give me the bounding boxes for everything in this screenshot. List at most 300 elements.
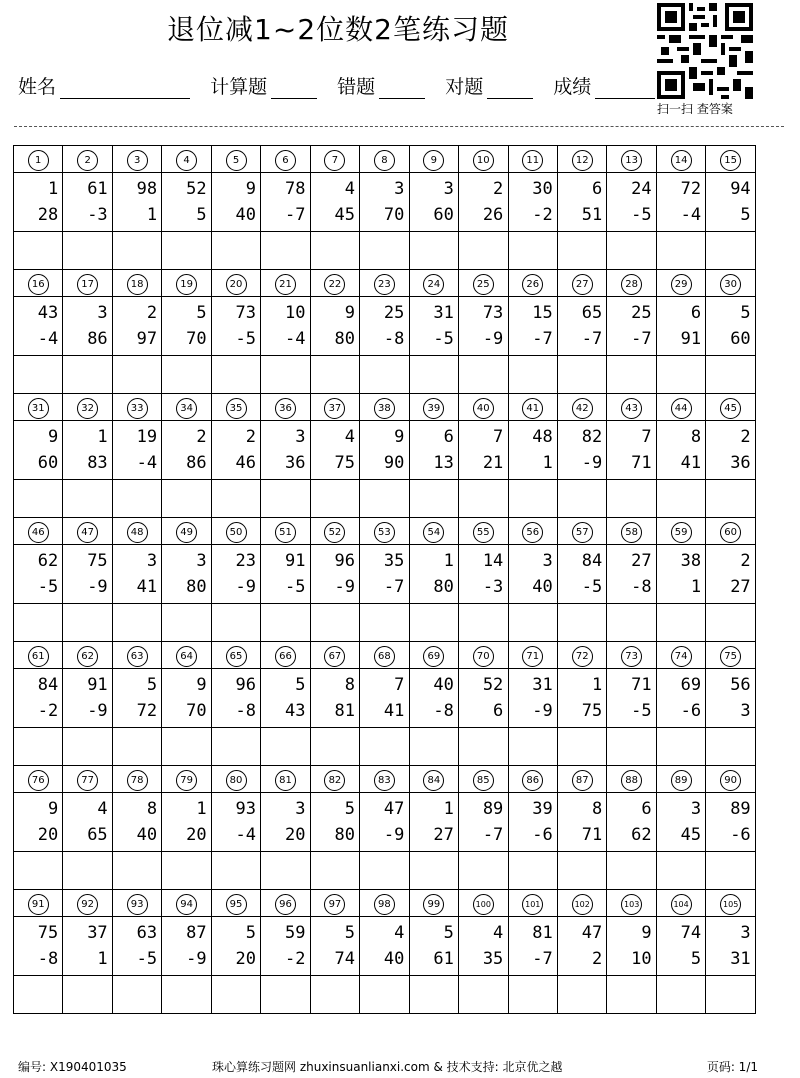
problem-cell [706,793,756,852]
answer-cell[interactable] [310,604,359,642]
operand-2: -4 [37,329,59,349]
problem-cell [508,917,557,976]
answer-cell[interactable] [656,976,705,1014]
problem-number: 30 [720,274,741,295]
problem-number-cell [112,146,161,173]
problem-operands [68,672,108,724]
operand-1: 14 [482,551,504,571]
answer-cell[interactable] [162,852,211,890]
problem-operands [661,548,701,600]
answer-cell[interactable] [607,852,656,890]
problem-grid [13,145,756,1014]
answer-cell[interactable] [211,356,260,394]
problem-operands [315,176,355,228]
operand-2: -2 [532,205,553,225]
answer-cell[interactable] [310,232,359,270]
answer-cell[interactable] [409,604,458,642]
answer-cell[interactable] [63,232,112,270]
problem-number: 67 [324,646,345,667]
problem-cell [63,173,112,232]
answer-cell[interactable] [656,604,705,642]
problem-cell [63,421,112,480]
answer-cell[interactable] [211,728,260,766]
problem-number: 53 [374,522,395,543]
answer-cell[interactable] [14,852,63,890]
problem-cell [211,793,260,852]
answer-cell[interactable] [162,976,211,1014]
answer-cell[interactable] [162,480,211,518]
operand-1: 24 [631,179,652,199]
problem-number: 85 [473,770,494,791]
operand-2: 1 [146,205,158,225]
problem-number: 29 [671,274,692,295]
answer-cell[interactable] [656,852,705,890]
answer-cell[interactable] [162,728,211,766]
answer-cell[interactable] [310,728,359,766]
problem-cell [459,545,508,604]
problem-number-cell [162,890,211,917]
answer-cell[interactable] [14,356,63,394]
answer-cell[interactable] [459,356,508,394]
answer-cell[interactable] [211,852,260,890]
problem-number-cell [162,766,211,793]
operand-1: 3 [443,179,454,199]
problem-number-cell [607,146,656,173]
answer-cell[interactable] [360,356,409,394]
problem-number-cell [211,146,260,173]
problem-operands [315,548,355,600]
answer-cell[interactable] [706,480,756,518]
answer-cell[interactable] [14,728,63,766]
operand-2: -2 [285,949,306,969]
answer-cell[interactable] [656,728,705,766]
answer-cell[interactable] [112,728,161,766]
operand-1: 1 [591,675,603,695]
operand-1: 71 [631,675,652,695]
problem-number-cell [112,766,161,793]
answer-cell[interactable] [557,232,606,270]
answer-cell[interactable] [706,728,756,766]
answer-cell[interactable] [63,852,112,890]
answer-cell[interactable] [261,480,310,518]
problem-number-cell [656,146,705,173]
answer-cell[interactable] [656,232,705,270]
answer-cell[interactable] [706,604,756,642]
wrong-field[interactable] [379,76,425,99]
answer-cell[interactable] [656,480,705,518]
problem-operands [117,796,157,848]
operand-2: 46 [235,453,257,473]
problem-cell [63,793,112,852]
problem-operands [612,796,652,848]
answer-cell[interactable] [112,356,161,394]
operand-1: 73 [482,303,504,323]
answer-cell[interactable] [557,852,606,890]
answer-cell[interactable] [14,604,63,642]
operand-1: 27 [631,551,652,571]
footer-serial: 编号: X190401035 [18,1060,127,1074]
problem-operands [18,176,58,228]
problem-number: 74 [671,646,692,667]
answer-cell[interactable] [360,728,409,766]
operand-2: -4 [285,329,306,349]
answer-cell[interactable] [409,232,458,270]
answer-cell[interactable] [261,232,310,270]
answer-cell[interactable] [706,852,756,890]
problem-cell [211,917,260,976]
answer-cell[interactable] [508,728,557,766]
answer-cell[interactable] [310,976,359,1014]
answer-cell[interactable] [607,976,656,1014]
answer-cell[interactable] [607,232,656,270]
answer-cell[interactable] [14,232,63,270]
problem-operands [68,920,108,972]
answer-cell[interactable] [360,976,409,1014]
answer-cell[interactable] [360,480,409,518]
answer-cell[interactable] [360,852,409,890]
problem-operands [711,300,751,352]
problem-cell [459,793,508,852]
problem-number-cell [459,890,508,917]
operand-2: -7 [482,825,504,845]
answer-cell[interactable] [112,852,161,890]
answer-cell[interactable] [310,852,359,890]
operand-1: 9 [245,179,257,199]
answer-cell[interactable] [607,356,656,394]
answer-cell[interactable] [112,604,161,642]
problem-cell [508,297,557,356]
operand-1: 2 [493,179,504,199]
operand-1: 8 [146,799,158,819]
operand-1: 3 [146,551,158,571]
operand-2: 20 [235,949,257,969]
answer-cell[interactable] [211,232,260,270]
problem-number-cell [508,146,557,173]
operand-2: -8 [235,701,257,721]
problem-operands [18,548,58,600]
problem-number-cell [508,394,557,421]
answer-cell[interactable] [63,480,112,518]
answer-cell[interactable] [459,728,508,766]
problem-number-cell [557,518,606,545]
problem-number-cell [409,890,458,917]
problem-cell [706,421,756,480]
footer-site: 珠心算练习题网 zhuxinsuanlianxi.com & 技术支持: 北京优之越 [212,1060,563,1074]
operand-1: 93 [235,799,257,819]
operand-1: 39 [532,799,553,819]
operand-1: 56 [730,675,751,695]
operand-1: 35 [383,551,405,571]
problem-number-cell [409,146,458,173]
operand-2: -8 [383,329,405,349]
answer-cell[interactable] [656,356,705,394]
answer-cell[interactable] [112,976,161,1014]
problem-cell [508,173,557,232]
problem-number-cell [14,146,63,173]
problem-operands [315,672,355,724]
operand-2: 20 [285,825,306,845]
answer-cell[interactable] [409,728,458,766]
answer-cell[interactable] [557,356,606,394]
answer-cell[interactable] [459,852,508,890]
name-field[interactable] [60,76,190,99]
problem-cell [557,669,606,728]
problem-number: 102 [572,894,593,915]
operand-1: 96 [334,551,355,571]
answer-cell[interactable] [360,232,409,270]
operand-1: 3 [295,427,306,447]
count-field[interactable] [271,76,317,99]
problem-number: 84 [423,770,444,791]
answer-cell[interactable] [112,232,161,270]
answer-cell[interactable] [162,356,211,394]
right-field[interactable] [487,76,533,99]
problem-operands [315,424,355,476]
answer-cell[interactable] [459,604,508,642]
operand-2: 5 [196,205,207,225]
problem-cell [656,421,705,480]
answer-cell[interactable] [112,480,161,518]
answer-cell[interactable] [508,232,557,270]
problem-operands [18,424,58,476]
answer-cell[interactable] [261,356,310,394]
problem-operands [562,424,602,476]
problem-number: 64 [176,646,197,667]
answer-cell[interactable] [261,852,310,890]
problem-operands [463,796,503,848]
qr-code [657,3,753,99]
problem-number: 45 [720,398,741,419]
problem-operands [167,796,207,848]
operand-1: 63 [136,923,158,943]
problem-number-cell [360,890,409,917]
problem-cell [607,297,656,356]
problem-number-cell [706,890,756,917]
answer-cell[interactable] [211,604,260,642]
problem-operands [364,796,404,848]
score-field[interactable] [595,76,655,99]
operand-2: 1 [97,949,108,969]
answer-cell[interactable] [459,232,508,270]
operand-1: 3 [97,303,108,323]
problem-cell [409,793,458,852]
problem-number: 63 [127,646,148,667]
problem-number: 54 [423,522,444,543]
answer-cell[interactable] [162,604,211,642]
problem-cell [409,917,458,976]
problem-number: 17 [77,274,98,295]
problem-operands [414,548,454,600]
problem-operands [612,920,652,972]
problem-number: 55 [473,522,494,543]
problem-number-cell [607,890,656,917]
problem-cell [409,173,458,232]
operand-2: -9 [482,329,504,349]
operand-2: -6 [680,701,702,721]
problem-number: 42 [572,398,593,419]
problem-cell [508,545,557,604]
answer-cell[interactable] [508,976,557,1014]
answer-cell[interactable] [607,728,656,766]
problem-number-cell [162,270,211,297]
problem-operands [117,548,157,600]
problem-number: 89 [671,770,692,791]
qr-code-icon [657,3,753,99]
operand-1: 61 [87,179,108,199]
problem-operands [68,548,108,600]
problem-operands [414,796,454,848]
operand-1: 19 [136,427,158,447]
problem-number: 69 [423,646,444,667]
problem-number-cell [112,518,161,545]
problem-number-cell [162,394,211,421]
problem-cell [112,421,161,480]
answer-cell[interactable] [63,356,112,394]
answer-cell[interactable] [261,976,310,1014]
problem-number: 79 [176,770,197,791]
problem-operands [68,424,108,476]
problem-cell [112,545,161,604]
problem-number: 73 [621,646,642,667]
operand-1: 62 [37,551,59,571]
problem-number-cell [360,146,409,173]
operand-1: 31 [532,675,553,695]
page-title: 退位减1~2位数2笔练习题 [167,13,509,46]
answer-cell[interactable] [557,480,606,518]
operand-2: 1 [690,577,702,597]
problem-cell [607,545,656,604]
answer-cell[interactable] [14,976,63,1014]
problem-number: 80 [226,770,247,791]
problem-cell [14,421,63,480]
answer-cell[interactable] [261,604,310,642]
problem-number: 13 [621,150,642,171]
problem-number: 18 [127,274,148,295]
problem-cell [459,669,508,728]
operand-1: 15 [532,303,553,323]
answer-cell[interactable] [409,480,458,518]
answer-cell[interactable] [162,232,211,270]
problem-number: 87 [572,770,593,791]
answer-cell[interactable] [409,852,458,890]
answer-cell[interactable] [557,728,606,766]
problem-operands [513,176,553,228]
problem-cell [607,793,656,852]
problem-operands [167,424,207,476]
operand-1: 10 [285,303,306,323]
problem-number: 31 [28,398,49,419]
answer-cell[interactable] [508,356,557,394]
problem-operands [513,920,553,972]
answer-cell[interactable] [607,604,656,642]
answer-cell[interactable] [607,480,656,518]
answer-cell[interactable] [63,728,112,766]
operand-2: 6 [493,701,504,721]
problem-number-cell [112,394,161,421]
problem-operands [216,300,256,352]
answer-cell[interactable] [706,232,756,270]
problem-number-cell [310,518,359,545]
operand-2: 83 [87,453,108,473]
answer-cell[interactable] [508,604,557,642]
answer-cell[interactable] [508,852,557,890]
answer-cell[interactable] [557,604,606,642]
answer-cell[interactable] [706,356,756,394]
problem-operands [167,672,207,724]
operand-1: 87 [186,923,207,943]
answer-cell[interactable] [409,356,458,394]
problem-operands [463,300,503,352]
operand-1: 48 [532,427,553,447]
problem-number: 12 [572,150,593,171]
problem-operands [414,300,454,352]
answer-cell[interactable] [409,976,458,1014]
problem-cell [656,297,705,356]
problem-operands [216,920,256,972]
problem-number-cell [360,394,409,421]
operand-1: 2 [740,427,751,447]
answer-cell[interactable] [63,604,112,642]
problem-number-cell [557,890,606,917]
problem-cell [607,173,656,232]
operand-2: 27 [433,825,454,845]
problem-number: 23 [374,274,395,295]
answer-cell[interactable] [508,480,557,518]
operand-1: 4 [97,799,108,819]
problem-cell [409,669,458,728]
problem-number-cell [607,518,656,545]
answer-cell[interactable] [261,728,310,766]
answer-cell[interactable] [360,604,409,642]
operand-2: 5 [740,205,751,225]
problem-number-cell [211,270,260,297]
problem-number: 96 [275,894,296,915]
problem-number-cell [360,642,409,669]
problem-number: 35 [226,398,247,419]
answer-cell[interactable] [557,976,606,1014]
answer-cell[interactable] [211,976,260,1014]
operand-2: 60 [37,453,59,473]
problem-number: 37 [324,398,345,419]
problem-operands [414,176,454,228]
answer-cell[interactable] [211,480,260,518]
problem-number-cell [459,270,508,297]
answer-cell[interactable] [63,976,112,1014]
problem-number-cell [63,518,112,545]
problem-operands [612,548,652,600]
problem-number: 38 [374,398,395,419]
operand-1: 37 [87,923,108,943]
answer-cell[interactable] [459,976,508,1014]
operand-1: 47 [581,923,603,943]
problem-number: 7 [324,150,345,171]
problem-number: 92 [77,894,98,915]
problem-operands [414,920,454,972]
answer-cell[interactable] [706,976,756,1014]
problem-operands [661,920,701,972]
problem-operands [513,796,553,848]
problem-operands [513,548,553,600]
operand-1: 98 [136,179,158,199]
problem-cell [706,297,756,356]
answer-cell[interactable] [14,480,63,518]
operand-2: 43 [285,701,306,721]
operand-1: 8 [690,427,702,447]
answer-cell[interactable] [310,356,359,394]
problem-cell [261,917,310,976]
answer-cell[interactable] [310,480,359,518]
answer-cell[interactable] [459,480,508,518]
